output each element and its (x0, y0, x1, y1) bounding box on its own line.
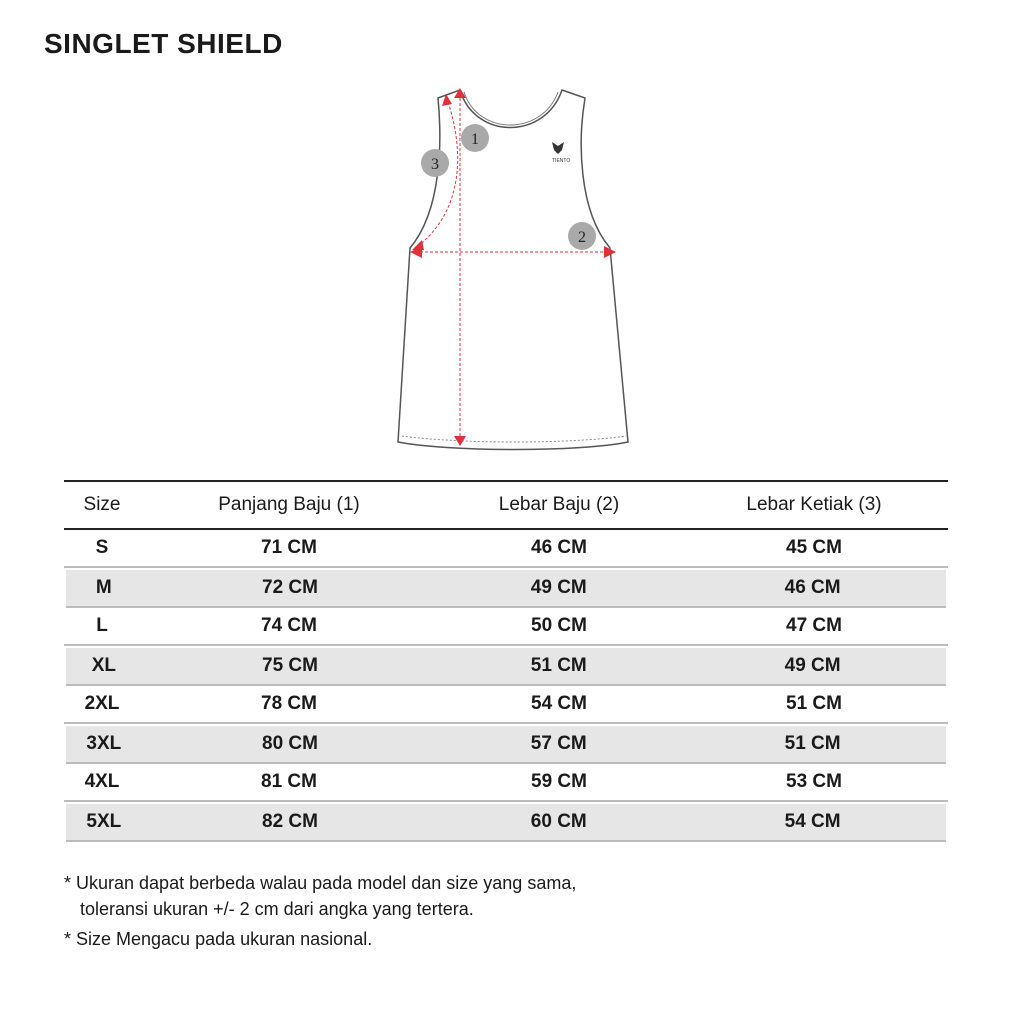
cell-armhole: 49 CM (784, 655, 841, 676)
table-row (64, 764, 948, 802)
marker-3 (421, 149, 449, 177)
singlet-outline (398, 90, 628, 450)
svg-text:2: 2 (578, 229, 586, 246)
header-size: Size (83, 494, 121, 515)
marker-1 (461, 124, 489, 152)
cell-size: 4XL (84, 771, 120, 792)
cell-length: 71 CM (261, 537, 317, 558)
cell-size: 3XL (86, 733, 122, 754)
cell-armhole: 54 CM (784, 811, 841, 832)
cell-armhole: 51 CM (784, 733, 841, 754)
cell-armhole: 45 CM (786, 537, 842, 558)
table-row (64, 686, 948, 724)
cell-size: 2XL (84, 693, 120, 714)
table-row (64, 530, 948, 568)
table-row (66, 570, 946, 608)
cell-length: 78 CM (261, 693, 317, 714)
cell-size: S (95, 537, 109, 558)
header-width: Lebar Baju (2) (498, 494, 620, 515)
cell-width: 54 CM (531, 693, 587, 714)
cell-length: 72 CM (262, 577, 318, 598)
header-armhole: Lebar Ketiak (3) (746, 494, 882, 515)
svg-text:3: 3 (431, 156, 439, 173)
cell-size: XL (91, 655, 116, 676)
cell-width: 49 CM (530, 577, 587, 598)
cell-length: 80 CM (262, 733, 318, 754)
cell-size: M (95, 577, 112, 598)
notes (64, 870, 576, 952)
cell-width: 50 CM (531, 615, 587, 636)
cell-length: 81 CM (261, 771, 317, 792)
singlet-illustration (380, 80, 640, 470)
size-table (64, 480, 948, 842)
note-line-2: toleransi ukuran +/- 2 cm dari angka yang tertera. (80, 899, 474, 919)
cell-size: 5XL (86, 811, 122, 832)
cell-width: 57 CM (530, 733, 587, 754)
singlet-diagram (380, 80, 640, 470)
marker-2 (568, 222, 596, 250)
table-row (66, 648, 946, 686)
note-line-3: * Size Mengacu pada ukuran nasional. (64, 929, 373, 949)
brand-text: TIENTO (552, 158, 571, 164)
cell-armhole: 47 CM (786, 615, 842, 636)
cell-width: 46 CM (531, 537, 587, 558)
cell-armhole: 53 CM (786, 771, 842, 792)
table-row (66, 726, 946, 764)
cell-length: 74 CM (261, 615, 317, 636)
table-header (64, 482, 948, 530)
page-title: SINGLET SHIELD (44, 28, 283, 59)
cell-armhole: 51 CM (786, 693, 842, 714)
svg-text:1: 1 (471, 131, 479, 148)
cell-width: 51 CM (530, 655, 587, 676)
table-row (64, 608, 948, 646)
cell-length: 75 CM (262, 655, 318, 676)
cell-armhole: 46 CM (784, 577, 841, 598)
cell-length: 82 CM (262, 811, 318, 832)
note-line-1: * Ukuran dapat berbeda walau pada model dan size yang sama, (64, 873, 577, 893)
table-row (66, 804, 946, 842)
cell-size: L (96, 615, 108, 636)
cell-width: 60 CM (530, 811, 587, 832)
header-length: Panjang Baju (1) (218, 494, 360, 515)
cell-width: 59 CM (531, 771, 587, 792)
